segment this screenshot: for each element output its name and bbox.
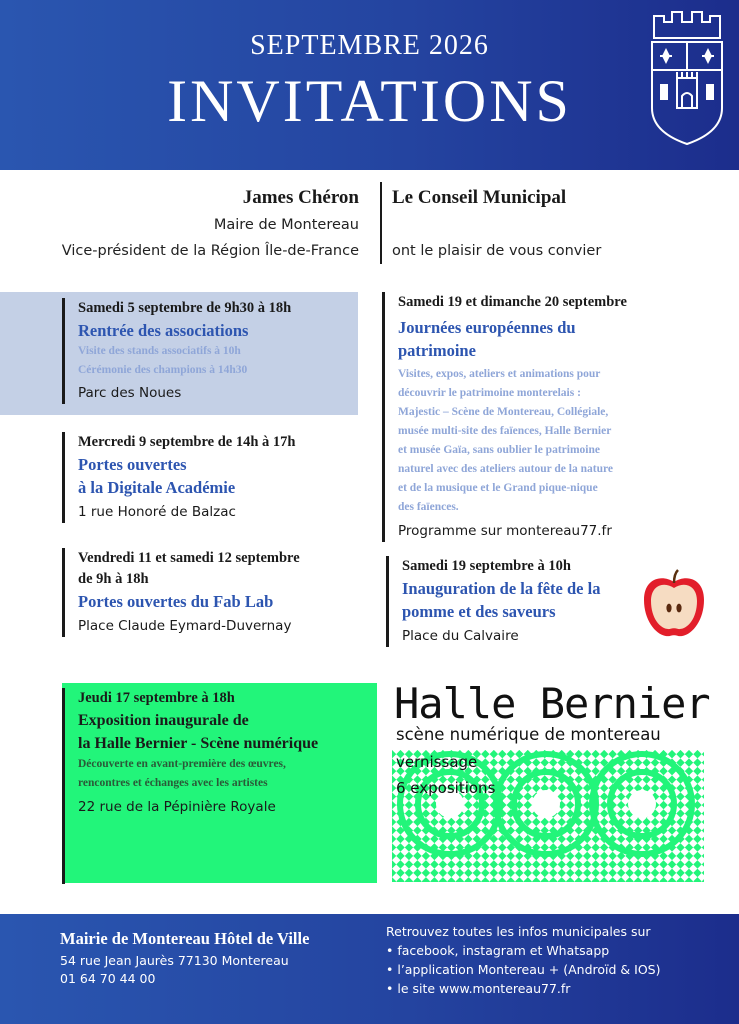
event-fablab [62, 548, 362, 637]
footer-info-item-link[interactable]: • le site www.montereau77.fr [386, 979, 660, 998]
event-desc: Découverte en avant-première des œuvres, [78, 758, 286, 770]
halle-vernissage-label: vernissage [396, 753, 478, 771]
event-place: Place du Calvaire [402, 628, 519, 644]
event-title: Inauguration de la fête de la [402, 579, 601, 598]
event-desc: rencontres et échanges avec les artistes [78, 777, 268, 789]
event-desc-line: naturel avec des ateliers autour de la nature [398, 463, 613, 475]
event-desc-line: musée multi-site des faïences, Halle Bernier [398, 425, 612, 437]
council-invite-text: ont le plaisir de vous convier [392, 243, 602, 259]
event-title: Journées européennes du [398, 318, 576, 337]
event-date: Mercredi 9 septembre de 14h à 17h [78, 434, 296, 450]
apple-icon [640, 568, 708, 640]
header-banner [0, 0, 739, 170]
event-digitale [62, 432, 362, 523]
event-title: Portes ouvertes [78, 455, 187, 474]
host-council [392, 184, 601, 264]
event-date: Samedi 5 septembre de 9h30 à 18h [78, 300, 292, 316]
event-date: Samedi 19 septembre à 10h [402, 558, 571, 574]
event-place-link[interactable]: Programme sur montereau77.fr [398, 523, 612, 539]
host-mayor [62, 184, 359, 264]
event-desc: Cérémonie des champions à 14h30 [78, 364, 248, 376]
event-title: à la Digitale Académie [78, 478, 236, 497]
halle-logo-title: Halle Bernier [394, 679, 710, 728]
council-spacer [392, 212, 601, 238]
event-title: patrimoine [398, 341, 476, 360]
council-name: Le Conseil Municipal [392, 187, 567, 208]
event-place: Parc des Noues [78, 385, 182, 401]
event-place: 22 rue de la Pépinière Royale [78, 799, 276, 815]
footer-info [386, 922, 660, 998]
footer-info-item: • facebook, instagram et Whatsapp [386, 941, 660, 960]
halle-logo-subtitle: scène numérique de montereau [396, 725, 661, 744]
event-title: Rentrée des associations [78, 321, 249, 340]
event-title: Portes ouvertes du Fab Lab [78, 592, 274, 611]
event-title: pomme et des saveurs [402, 602, 556, 621]
event-patrimoine [382, 292, 712, 542]
mayor-region-title: Vice-président de la Région Île-de-France [61, 243, 359, 259]
footer-address: 54 rue Jean Jaurès 77130 Montereau [60, 953, 289, 968]
event-description [398, 365, 712, 517]
event-associations [62, 298, 352, 404]
header-month: SEPTEMBRE 2026 [250, 30, 489, 61]
event-desc-line: et musée Gaïa, sans oublier le patrimoine [398, 444, 600, 456]
event-place: Place Claude Eymard-Duvernay [78, 618, 292, 634]
event-halle [62, 688, 374, 884]
event-date: Vendredi 11 et samedi 12 septembre [78, 550, 300, 566]
event-desc-line: découvrir le patrimoine monterelais : [398, 387, 581, 399]
footer-townhall-name: Mairie de Montereau Hôtel de Ville [60, 929, 310, 948]
footer-info-item: • l’application Montereau + (Androïd & IOS) [386, 960, 660, 979]
event-desc-line: des faïences. [398, 501, 459, 513]
event-pomme [386, 556, 636, 647]
footer-info-intro: Retrouvez toutes les infos municipales sur [386, 924, 651, 939]
host-divider [380, 182, 382, 264]
event-date: de 9h à 18h [78, 571, 149, 587]
page-title: INVITATIONS [167, 68, 572, 134]
mayor-title: Maire de Montereau [213, 217, 359, 233]
footer [0, 914, 739, 1024]
mayor-name: James Chéron [242, 187, 359, 208]
event-desc-line: Visites, expos, ateliers et animations pour [398, 368, 601, 380]
event-date: Samedi 19 et dimanche 20 septembre [398, 294, 627, 310]
event-title: la Halle Bernier - Scène numérique [78, 735, 319, 752]
event-desc: Visite des stands associatifs à 10h [78, 345, 241, 357]
castle-crest-icon [646, 8, 728, 148]
event-date: Jeudi 17 septembre à 18h [78, 690, 235, 706]
halle-expositions-label: 6 expositions [396, 779, 496, 797]
event-place: 1 rue Honoré de Balzac [78, 504, 236, 520]
event-desc-line: et de la musique et le Grand pique-nique [398, 482, 598, 494]
footer-phone[interactable]: 01 64 70 44 00 [60, 971, 156, 986]
event-desc-line: Majestic – Scène de Montereau, Collégiale, [398, 406, 609, 418]
event-title: Exposition inaugurale de [78, 712, 249, 729]
